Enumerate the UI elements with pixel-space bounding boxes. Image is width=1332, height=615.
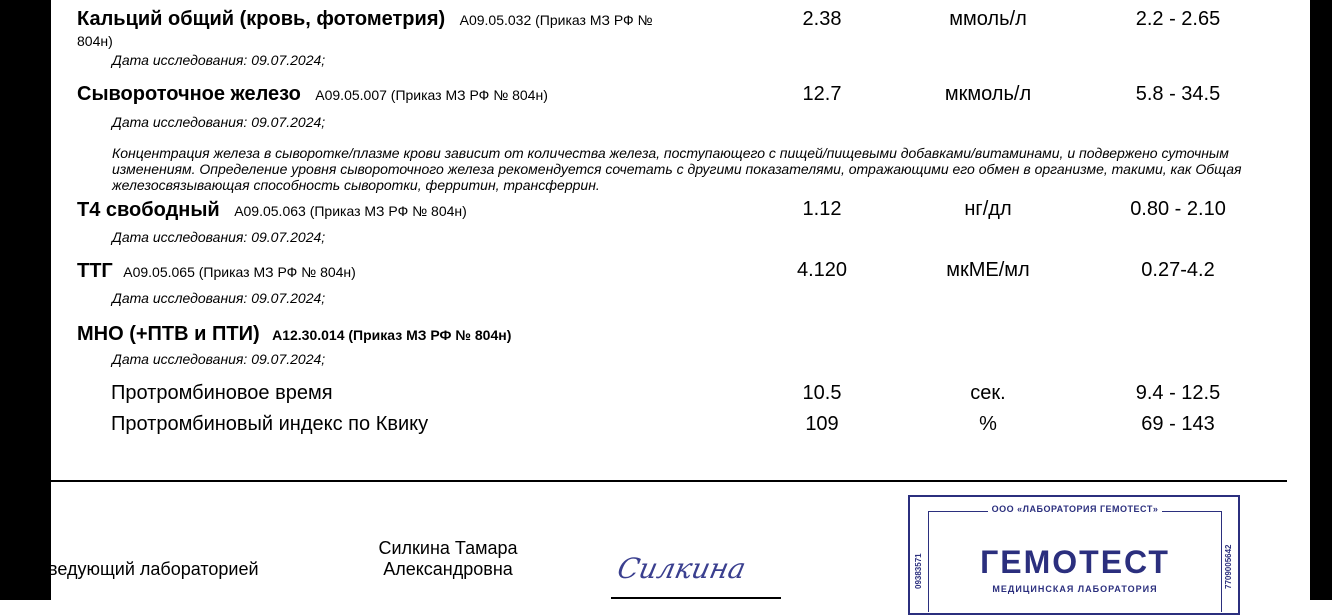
subtest-unit: сек. [970, 382, 1006, 404]
signer-name-line2: Александровна [383, 559, 513, 579]
test-row-t4 [77, 199, 467, 222]
test-value: 1.12 [802, 198, 842, 220]
test-name: Т4 свободный [77, 199, 220, 221]
test-unit: нг/дл [964, 198, 1012, 220]
test-code: A12.30.014 (Приказ МЗ РФ № 804н) [272, 327, 512, 343]
test-unit: мкМЕ/мл [946, 259, 1030, 281]
stamp-left-number: 09383571 [914, 553, 923, 589]
test-reference: 5.8 - 34.5 [1135, 83, 1221, 105]
signer-name [340, 538, 556, 580]
test-date: Дата исследования: 09.07.2024; [112, 52, 326, 68]
test-value: 4.120 [796, 259, 848, 281]
test-note: Концентрация железа в сыворотке/плазме крови зависит от количества железа, поступающего с пищей/пищевыми добавками/витаминами, и подвержено суточным изменениям. Определение уровня сывороточного железа рекомендуется сочетать с другими показателями, отражающими его обмен в организме, такими, как Общая железосвязывающая способность сыворотки, ферритин, трансферрин. [112, 145, 1242, 193]
test-value: 2.38 [802, 8, 842, 30]
subtest-name: Протромбиновый индекс по Квику [111, 413, 429, 435]
signature-line [611, 597, 781, 599]
left-edge-bar [0, 0, 51, 600]
test-unit: ммоль/л [949, 8, 1027, 30]
subtest-reference: 9.4 - 12.5 [1135, 382, 1221, 404]
lab-stamp [908, 495, 1240, 615]
test-code: A09.05.065 (Приказ МЗ РФ № 804н) [123, 264, 356, 280]
stamp-subtitle: МЕДИЦИНСКАЯ ЛАБОРАТОРИЯ [992, 584, 1158, 594]
test-date: Дата исследования: 09.07.2024; [112, 290, 326, 306]
stamp-top-text: ООО «ЛАБОРАТОРИЯ ГЕМОТЕСТ» [929, 504, 1221, 514]
test-value: 12.7 [802, 83, 842, 105]
test-reference: 0.80 - 2.10 [1130, 198, 1226, 220]
stamp-frame [928, 504, 1222, 612]
section-divider [51, 480, 1287, 482]
test-name: ТТГ [77, 260, 113, 282]
stamp-right-number: 7709005642 [1224, 544, 1233, 589]
signer-name-line1: Силкина Тамара [378, 538, 518, 558]
subtest-name: Протромбиновое время [111, 382, 333, 404]
test-unit: мкмоль/л [944, 83, 1032, 105]
test-name: Сывороточное железо [77, 83, 301, 105]
test-row-iron [77, 83, 548, 106]
position-title: аведующий лабораторией [38, 559, 259, 579]
test-date: Дата исследования: 09.07.2024; [112, 114, 326, 130]
stamp-brand: ГЕМОТЕСТ [980, 544, 1170, 580]
test-code-cont: 804н) [77, 33, 113, 49]
test-name: Кальций общий (кровь, фотометрия) [77, 8, 446, 30]
test-reference: 2.2 - 2.65 [1135, 8, 1221, 30]
subtest-reference: 69 - 143 [1141, 413, 1215, 435]
test-date: Дата исследования: 09.07.2024; [112, 351, 326, 367]
test-row-tsh [77, 260, 356, 283]
test-date: Дата исследования: 09.07.2024; [112, 229, 326, 245]
right-edge-bar [1310, 0, 1332, 600]
signature-image: Силкина [614, 552, 749, 585]
subtest-value: 109 [805, 413, 839, 435]
test-code: A09.05.032 (Приказ МЗ РФ № [459, 12, 653, 28]
test-name: МНО (+ПТВ и ПТИ) [77, 323, 260, 345]
test-row-inr [77, 323, 511, 346]
test-row-calcium [77, 8, 653, 31]
subtest-unit: % [979, 413, 997, 435]
test-code: A09.05.007 (Приказ МЗ РФ № 804н) [315, 87, 548, 103]
subtest-value: 10.5 [802, 382, 842, 404]
test-reference: 0.27-4.2 [1141, 259, 1215, 281]
test-code: A09.05.063 (Приказ МЗ РФ № 804н) [234, 203, 467, 219]
